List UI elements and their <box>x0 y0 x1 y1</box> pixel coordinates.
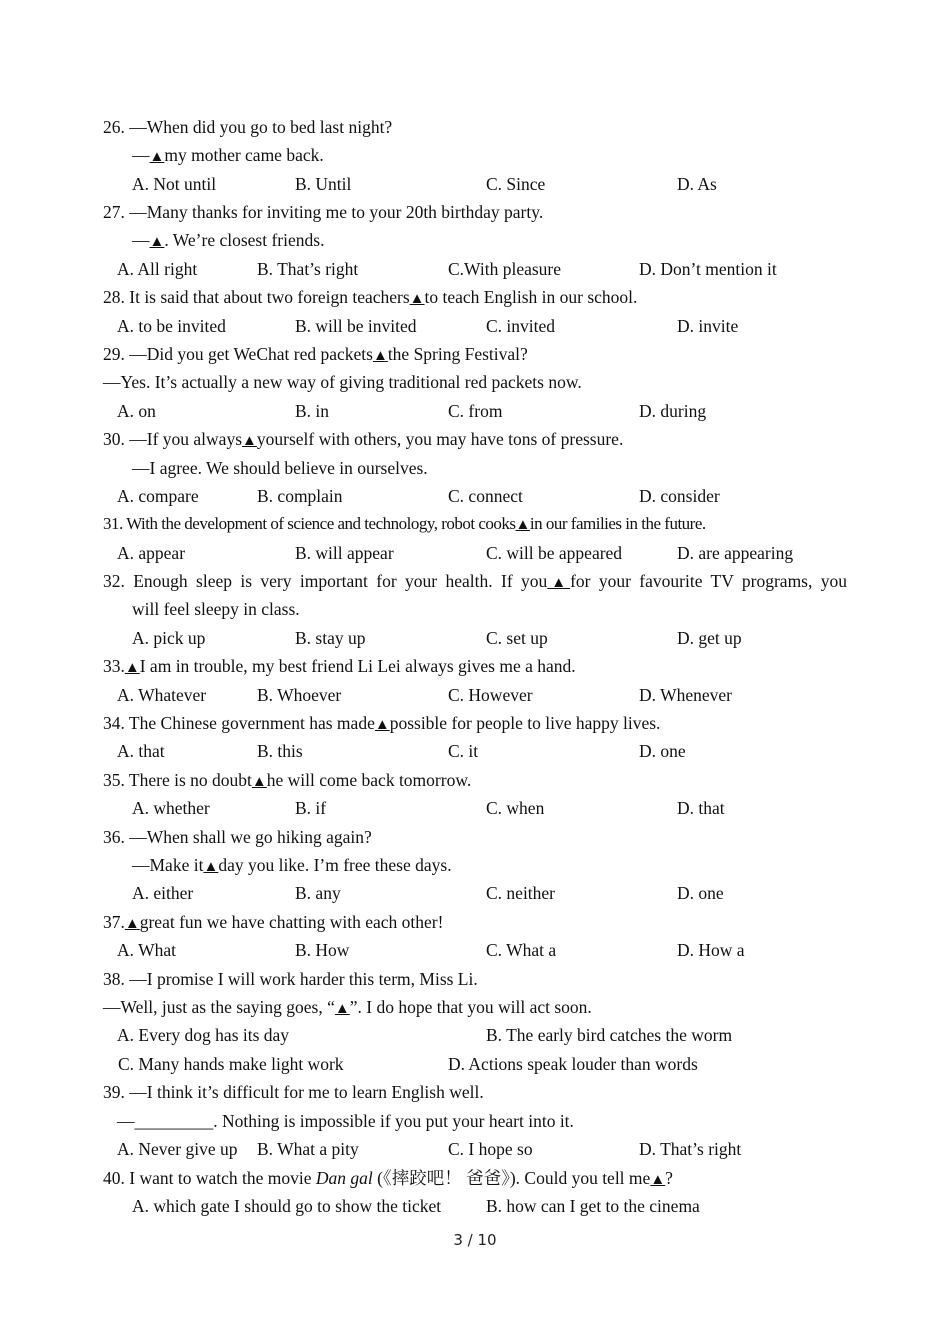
q39-option-d: D. That’s right <box>639 1139 742 1159</box>
blank-marker: ▲ <box>203 859 219 875</box>
q35-option-b: B. if <box>295 798 327 818</box>
q39-option-b: B. What a pity <box>257 1139 359 1159</box>
q29-reply: —Yes. It’s actually a new way of giving traditional red packets now. <box>103 372 582 392</box>
q26-option-c: C. Since <box>486 174 546 194</box>
q37-option-d: D. How a <box>677 940 745 960</box>
q33-stem: 33.▲I am in trouble, my best friend Li Lei always gives me a hand. <box>103 656 576 676</box>
q32-stem: 32. Enough sleep is very important for your health. If you▲for your favourite TV programs, you <box>103 571 847 591</box>
q33-option-c: C. However <box>448 685 533 705</box>
q31-option-c: C. will be appeared <box>486 543 623 563</box>
q30-option-b: B. complain <box>257 486 343 506</box>
q29-option-a: A. on <box>117 401 156 421</box>
q26-reply: —▲my mother came back. <box>132 145 324 165</box>
q36-reply: —Make it▲day you like. I’m free these days. <box>132 855 452 875</box>
q38-option-c: C. Many hands make light work <box>118 1054 344 1074</box>
q30-stem: 30. —If you always▲yourself with others, you may have tons of pressure. <box>103 429 624 449</box>
q31-option-b: B. will appear <box>295 543 394 563</box>
q38-option-a: A. Every dog has its day <box>117 1025 290 1045</box>
q32-option-b: B. stay up <box>295 628 366 648</box>
q38-option-b: B. The early bird catches the worm <box>486 1025 733 1045</box>
q35-option-a: A. whether <box>132 798 210 818</box>
q26-stem: 26. —When did you go to bed last night? <box>103 117 393 137</box>
q27-reply: —▲. We’re closest friends. <box>132 230 325 250</box>
q39-option-c: C. I hope so <box>448 1139 533 1159</box>
blank-marker: ▲ <box>334 1001 350 1017</box>
blank-marker: ▲ <box>515 517 530 533</box>
q31-option-a: A. appear <box>117 543 186 563</box>
blank-marker: ▲ <box>374 717 390 733</box>
blank-marker: ▲ <box>650 1172 666 1188</box>
q39-reply: —_________. Nothing is impossible if you put your heart into it. <box>117 1111 574 1131</box>
blank-marker: ▲ <box>242 433 257 449</box>
q34-option-d: D. one <box>639 741 686 761</box>
q36-option-b: B. any <box>295 883 341 903</box>
page-number: 3 / 10 <box>453 1231 497 1249</box>
q36-option-a: A. either <box>132 883 194 903</box>
q32-stem-continued: will feel sleepy in class. <box>132 599 300 619</box>
q36-option-d: D. one <box>677 883 724 903</box>
q35-stem: 35. There is no doubt▲he will come back tomorrow. <box>103 770 472 790</box>
q40-option-b: B. how can I get to the cinema <box>486 1196 700 1216</box>
q34-stem: 34. The Chinese government has made▲possible for people to live happy lives. <box>103 713 661 733</box>
q37-option-c: C. What a <box>486 940 557 960</box>
q34-option-c: C. it <box>448 741 479 761</box>
q33-option-d: D. Whenever <box>639 685 732 705</box>
q27-option-a: A. All right <box>117 259 198 279</box>
q29-stem: 29. —Did you get WeChat red packets▲the Spring Festival? <box>103 344 528 364</box>
q26-option-a: A. Not until <box>132 174 217 194</box>
blank-marker: ▲ <box>124 660 140 676</box>
q39-option-a: A. Never give up <box>117 1139 238 1159</box>
q27-option-d: D. Don’t mention it <box>639 259 777 279</box>
q27-option-c: C.With pleasure <box>448 259 562 279</box>
movie-title: Dan gal <box>315 1168 373 1188</box>
q28-option-b: B. will be invited <box>295 316 417 336</box>
q36-stem: 36. —When shall we go hiking again? <box>103 827 372 847</box>
q30-reply: —I agree. We should believe in ourselves. <box>132 458 428 478</box>
q32-option-a: A. pick up <box>132 628 206 648</box>
q29-option-b: B. in <box>295 401 330 421</box>
q37-stem: 37.▲great fun we have chatting with each other! <box>103 912 444 932</box>
blank-marker: ▲ <box>149 149 165 165</box>
q30-option-c: C. connect <box>448 486 523 506</box>
q28-stem: 28. It is said that about two foreign teachers▲to teach English in our school. <box>103 287 638 307</box>
q30-option-a: A. compare <box>117 486 199 506</box>
q34-option-a: A. that <box>117 741 165 761</box>
q38-stem: 38. —I promise I will work harder this term, Miss Li. <box>103 969 478 989</box>
blank-marker: ▲ <box>251 774 267 790</box>
blank-marker: ▲ <box>547 575 571 591</box>
q35-option-d: D. that <box>677 798 725 818</box>
q33-option-a: A. Whatever <box>117 685 207 705</box>
q40-stem: 40. I want to watch the movie Dan gal (《摔跤吧！ 爸爸》). Could you tell me▲? <box>103 1168 673 1188</box>
q27-stem: 27. —Many thanks for inviting me to your 20th birthday party. <box>103 202 544 222</box>
q38-reply: —Well, just as the saying goes, “▲”. I do hope that you will act soon. <box>103 997 592 1017</box>
q28-option-a: A. to be invited <box>117 316 226 336</box>
q34-option-b: B. this <box>257 741 303 761</box>
q31-option-d: D. are appearing <box>677 543 794 563</box>
q29-option-d: D. during <box>639 401 707 421</box>
q31-stem: 31. With the development of science and technology, robot cooks▲in our families in the future. <box>103 514 706 533</box>
q26-option-b: B. Until <box>295 174 352 194</box>
blank-marker: ▲ <box>149 234 165 250</box>
blank-marker: ▲ <box>372 348 388 364</box>
q29-option-c: C. from <box>448 401 503 421</box>
q37-option-b: B. How <box>295 940 350 960</box>
q39-stem: 39. —I think it’s difficult for me to learn English well. <box>103 1082 484 1102</box>
blank-marker: ▲ <box>124 916 140 932</box>
q36-option-c: C. neither <box>486 883 556 903</box>
q27-option-b: B. That’s right <box>257 259 359 279</box>
q30-option-d: D. consider <box>639 486 720 506</box>
q38-option-d: D. Actions speak louder than words <box>448 1054 698 1074</box>
q28-option-c: C. invited <box>486 316 556 336</box>
blank-marker: ▲ <box>409 291 425 307</box>
q26-option-d: D. As <box>677 174 717 194</box>
q37-option-a: A. What <box>117 940 176 960</box>
q28-option-d: D. invite <box>677 316 739 336</box>
q40-option-a: A. which gate I should go to show the ticket <box>132 1196 442 1216</box>
q32-option-c: C. set up <box>486 628 548 648</box>
q35-option-c: C. when <box>486 798 545 818</box>
q32-option-d: D. get up <box>677 628 742 648</box>
q33-option-b: B. Whoever <box>257 685 342 705</box>
